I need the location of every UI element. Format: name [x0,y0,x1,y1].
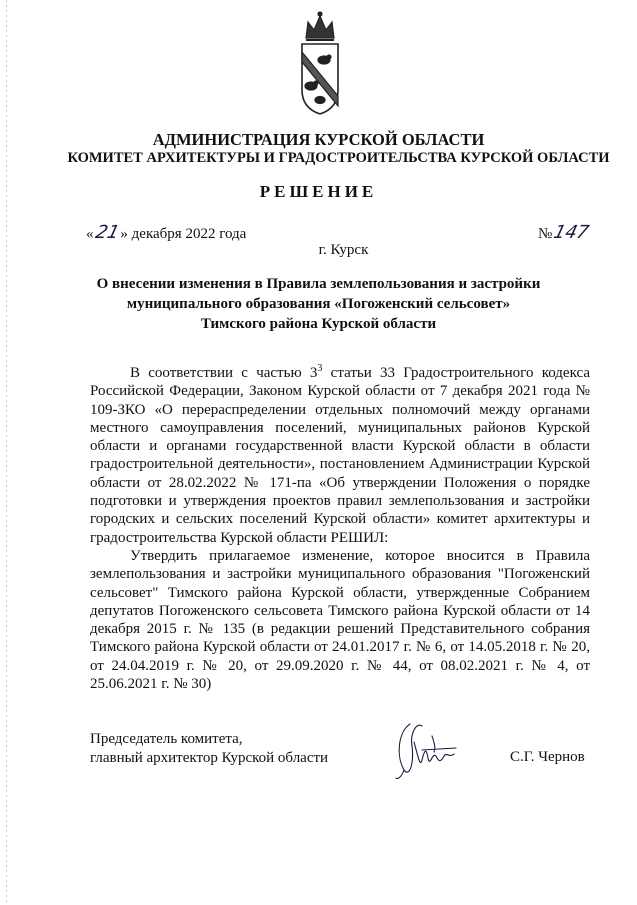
paragraph-text: статьи 33 Градостроительного кодекса Российской Федерации, Законом Курской области от 7 декабря 2021 года № 109-ЗКО «О перераспределении отдельных полномочий между органами местного самоуправления поселений, муниципальных районов Курской области и органами государственной власти Курской области в области градостроительной деятельности», постановлением Администрации Курской области от 28.02.2022 № 171-па «Об утверждении Положения о порядке подготовки и утверждения проектов правил землепользования и застройки городских и сельских поселений Курской области» комитет архитектуры и градостроительства Курской области РЕШИЛ: [90,365,590,546]
body-paragraph-2: Утвердить прилагаемое изменение, которое вносится в Правила землепользования и застройки муниципального образования "Погоженский сельсовет" Тимского района Курской области, утвержденные Собранием депутатов Погоженского сельсовета Тимского района Курской области от 14 декабря 2015 г. № 135 (в редакции решений Представительного собрания Тимского района Курской области от 24.01.2017 г. № 6, от 14.05.2018 г. № 20, от 24.04.2019 г. № 20, от 29.09.2020 г. № 44, от 08.02.2021 г. № 4, от 25.06.2021 г. № 30) [90,547,590,693]
subject-line: О внесении изменения в Правила землепользования и застройки [96,276,541,292]
signature-icon [392,712,460,782]
city-label: г. Курск [318,242,369,258]
body-paragraph-1 [90,364,590,547]
coat-of-arms-icon [294,8,346,120]
date-month-year: » декабря 2022 года [120,226,247,242]
document-body [90,364,590,693]
subject-line: Тимского района Курской области [200,316,437,332]
paragraph-text: В соответствии с частью 3 [130,365,318,381]
handwritten-day: 21 [92,222,122,243]
document-type-title: РЕШЕНИЕ [259,182,378,201]
date-open-quote: « [86,226,94,242]
position-line: главный архитектор Курской области [90,749,329,766]
signatory-name: С.Г. Чернов [510,749,585,765]
handwritten-number: 147 [551,222,592,243]
organization-name: АДМИНИСТРАЦИЯ КУРСКОЙ ОБЛАСТИ [152,130,485,149]
signatory-position [90,730,328,767]
subject-line: муниципального образования «Погоженский сельсовет» [126,296,511,312]
committee-name: КОМИТЕТ АРХИТЕКТУРЫ И ГРАДОСТРОИТЕЛЬСТВА КУРСКОЙ ОБЛАСТИ [67,150,610,166]
position-line: Председатель комитета, [90,731,243,747]
number-prefix: № [538,226,553,242]
document-date [86,222,246,243]
superscript-index: 3 [317,363,323,374]
document-subject [60,274,577,334]
document-number [538,222,591,243]
